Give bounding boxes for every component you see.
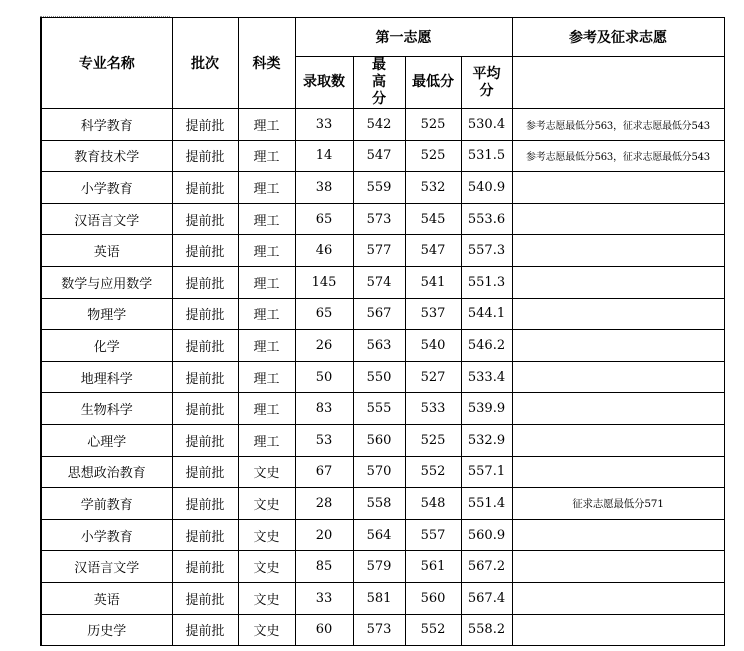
cell-batch: 提前批 xyxy=(172,140,238,172)
cell-average: 557.1 xyxy=(461,456,512,488)
cell-admitted: 33 xyxy=(295,582,353,614)
cell-reference xyxy=(512,582,724,614)
cell-major: 化学 xyxy=(41,330,172,362)
header-first-choice: 第一志愿 xyxy=(295,18,512,57)
cell-reference xyxy=(512,172,724,204)
cell-lowest: 561 xyxy=(405,551,461,583)
table-row xyxy=(41,614,724,646)
table-row xyxy=(41,203,724,235)
cell-batch: 提前批 xyxy=(172,519,238,551)
cell-reference xyxy=(512,298,724,330)
cell-lowest: 547 xyxy=(405,235,461,267)
cell-average: 557.3 xyxy=(461,235,512,267)
cell-lowest: 545 xyxy=(405,203,461,235)
cell-lowest: 557 xyxy=(405,519,461,551)
cell-reference: 征求志愿最低分571 xyxy=(512,488,724,520)
cell-major: 小学教育 xyxy=(41,172,172,204)
cell-lowest: 525 xyxy=(405,424,461,456)
cell-reference xyxy=(512,266,724,298)
cell-major: 教育技术学 xyxy=(41,140,172,172)
cell-average: 560.9 xyxy=(461,519,512,551)
cell-reference xyxy=(512,235,724,267)
cell-highest: 559 xyxy=(353,172,405,204)
cell-category: 理工 xyxy=(238,393,295,425)
cell-lowest: 527 xyxy=(405,361,461,393)
cell-category: 理工 xyxy=(238,172,295,204)
header-batch: 批次 xyxy=(172,18,238,109)
cell-category: 理工 xyxy=(238,424,295,456)
cell-batch: 提前批 xyxy=(172,582,238,614)
admission-score-table xyxy=(40,17,725,646)
header-row-1 xyxy=(41,18,724,57)
cell-batch: 提前批 xyxy=(172,203,238,235)
cell-average: 531.5 xyxy=(461,140,512,172)
cell-category: 理工 xyxy=(238,203,295,235)
cell-admitted: 26 xyxy=(295,330,353,362)
cell-admitted: 20 xyxy=(295,519,353,551)
cell-lowest: 525 xyxy=(405,140,461,172)
table-row xyxy=(41,551,724,583)
cell-lowest: 560 xyxy=(405,582,461,614)
cell-highest: 577 xyxy=(353,235,405,267)
cell-highest: 581 xyxy=(353,582,405,614)
cell-highest: 560 xyxy=(353,424,405,456)
cell-average: 539.9 xyxy=(461,393,512,425)
cell-reference xyxy=(512,424,724,456)
cell-average: 551.3 xyxy=(461,266,512,298)
header-reference: 参考及征求志愿 xyxy=(512,18,724,57)
cell-major: 汉语言文学 xyxy=(41,551,172,583)
cell-reference xyxy=(512,551,724,583)
table-row xyxy=(41,456,724,488)
cell-major: 心理学 xyxy=(41,424,172,456)
cell-category: 文史 xyxy=(238,488,295,520)
cell-major: 学前教育 xyxy=(41,488,172,520)
cell-admitted: 14 xyxy=(295,140,353,172)
cell-admitted: 67 xyxy=(295,456,353,488)
cell-highest: 563 xyxy=(353,330,405,362)
cell-lowest: 532 xyxy=(405,172,461,204)
cell-lowest: 552 xyxy=(405,456,461,488)
cell-category: 文史 xyxy=(238,456,295,488)
cell-major: 小学教育 xyxy=(41,519,172,551)
cell-category: 理工 xyxy=(238,140,295,172)
cell-reference xyxy=(512,614,724,646)
cell-highest: 579 xyxy=(353,551,405,583)
cell-admitted: 33 xyxy=(295,109,353,141)
cell-major: 科学教育 xyxy=(41,109,172,141)
cell-admitted: 85 xyxy=(295,551,353,583)
cell-highest: 567 xyxy=(353,298,405,330)
cell-major: 生物科学 xyxy=(41,393,172,425)
cell-highest: 550 xyxy=(353,361,405,393)
cell-major: 思想政治教育 xyxy=(41,456,172,488)
cell-category: 文史 xyxy=(238,614,295,646)
cell-highest: 555 xyxy=(353,393,405,425)
cell-lowest: 552 xyxy=(405,614,461,646)
cell-reference xyxy=(512,361,724,393)
cell-lowest: 540 xyxy=(405,330,461,362)
table-body xyxy=(41,109,724,646)
table-row xyxy=(41,582,724,614)
cell-category: 文史 xyxy=(238,582,295,614)
table-row xyxy=(41,488,724,520)
cell-highest: 547 xyxy=(353,140,405,172)
cell-lowest: 537 xyxy=(405,298,461,330)
cell-reference xyxy=(512,330,724,362)
cell-major: 汉语言文学 xyxy=(41,203,172,235)
cell-batch: 提前批 xyxy=(172,393,238,425)
cell-highest: 570 xyxy=(353,456,405,488)
cell-admitted: 38 xyxy=(295,172,353,204)
cell-batch: 提前批 xyxy=(172,424,238,456)
cell-category: 理工 xyxy=(238,298,295,330)
table-row xyxy=(41,330,724,362)
header-average: 平均分 xyxy=(461,57,512,109)
cell-average: 532.9 xyxy=(461,424,512,456)
table-row xyxy=(41,109,724,141)
cell-category: 文史 xyxy=(238,551,295,583)
cell-highest: 558 xyxy=(353,488,405,520)
table-row xyxy=(41,266,724,298)
cell-average: 553.6 xyxy=(461,203,512,235)
cell-batch: 提前批 xyxy=(172,614,238,646)
cell-highest: 573 xyxy=(353,203,405,235)
cell-lowest: 541 xyxy=(405,266,461,298)
table-row xyxy=(41,361,724,393)
cell-admitted: 46 xyxy=(295,235,353,267)
cell-admitted: 28 xyxy=(295,488,353,520)
cell-admitted: 65 xyxy=(295,203,353,235)
cell-average: 544.1 xyxy=(461,298,512,330)
table-row xyxy=(41,393,724,425)
cell-average: 567.4 xyxy=(461,582,512,614)
cell-highest: 574 xyxy=(353,266,405,298)
cell-admitted: 60 xyxy=(295,614,353,646)
cell-batch: 提前批 xyxy=(172,172,238,204)
table-row xyxy=(41,140,724,172)
cell-average: 530.4 xyxy=(461,109,512,141)
cell-average: 567.2 xyxy=(461,551,512,583)
cell-reference xyxy=(512,456,724,488)
table-row xyxy=(41,172,724,204)
cell-admitted: 65 xyxy=(295,298,353,330)
cell-category: 理工 xyxy=(238,330,295,362)
header-admitted: 录取数 xyxy=(295,57,353,109)
table-row xyxy=(41,235,724,267)
cell-admitted: 53 xyxy=(295,424,353,456)
cell-major: 历史学 xyxy=(41,614,172,646)
cell-average: 551.4 xyxy=(461,488,512,520)
table-row xyxy=(41,298,724,330)
cell-major: 英语 xyxy=(41,235,172,267)
cell-reference xyxy=(512,203,724,235)
cell-reference: 参考志愿最低分563，征求志愿最低分543 xyxy=(512,140,724,172)
cell-category: 文史 xyxy=(238,519,295,551)
cell-batch: 提前批 xyxy=(172,298,238,330)
header-highest: 最高分 xyxy=(353,57,405,109)
table-row xyxy=(41,519,724,551)
cell-batch: 提前批 xyxy=(172,109,238,141)
cell-lowest: 533 xyxy=(405,393,461,425)
cell-average: 533.4 xyxy=(461,361,512,393)
cell-reference xyxy=(512,519,724,551)
cell-major: 物理学 xyxy=(41,298,172,330)
cell-reference: 参考志愿最低分563，征求志愿最低分543 xyxy=(512,109,724,141)
cell-category: 理工 xyxy=(238,266,295,298)
table-row xyxy=(41,424,724,456)
cell-admitted: 83 xyxy=(295,393,353,425)
cell-major: 数学与应用数学 xyxy=(41,266,172,298)
header-category: 科类 xyxy=(238,18,295,109)
cell-highest: 564 xyxy=(353,519,405,551)
header-reference-empty xyxy=(512,57,724,109)
header-lowest: 最低分 xyxy=(405,57,461,109)
cell-batch: 提前批 xyxy=(172,488,238,520)
cell-batch: 提前批 xyxy=(172,456,238,488)
cell-major: 地理科学 xyxy=(41,361,172,393)
cell-batch: 提前批 xyxy=(172,235,238,267)
cell-batch: 提前批 xyxy=(172,551,238,583)
cell-lowest: 548 xyxy=(405,488,461,520)
cell-category: 理工 xyxy=(238,109,295,141)
cell-admitted: 145 xyxy=(295,266,353,298)
cell-category: 理工 xyxy=(238,235,295,267)
cell-batch: 提前批 xyxy=(172,361,238,393)
cell-major: 英语 xyxy=(41,582,172,614)
cell-category: 理工 xyxy=(238,361,295,393)
cell-admitted: 50 xyxy=(295,361,353,393)
header-major: 专业名称 xyxy=(41,18,172,109)
cell-reference xyxy=(512,393,724,425)
cell-lowest: 525 xyxy=(405,109,461,141)
cell-average: 540.9 xyxy=(461,172,512,204)
cell-average: 558.2 xyxy=(461,614,512,646)
cell-highest: 542 xyxy=(353,109,405,141)
cell-batch: 提前批 xyxy=(172,266,238,298)
cell-highest: 573 xyxy=(353,614,405,646)
cell-batch: 提前批 xyxy=(172,330,238,362)
cell-average: 546.2 xyxy=(461,330,512,362)
